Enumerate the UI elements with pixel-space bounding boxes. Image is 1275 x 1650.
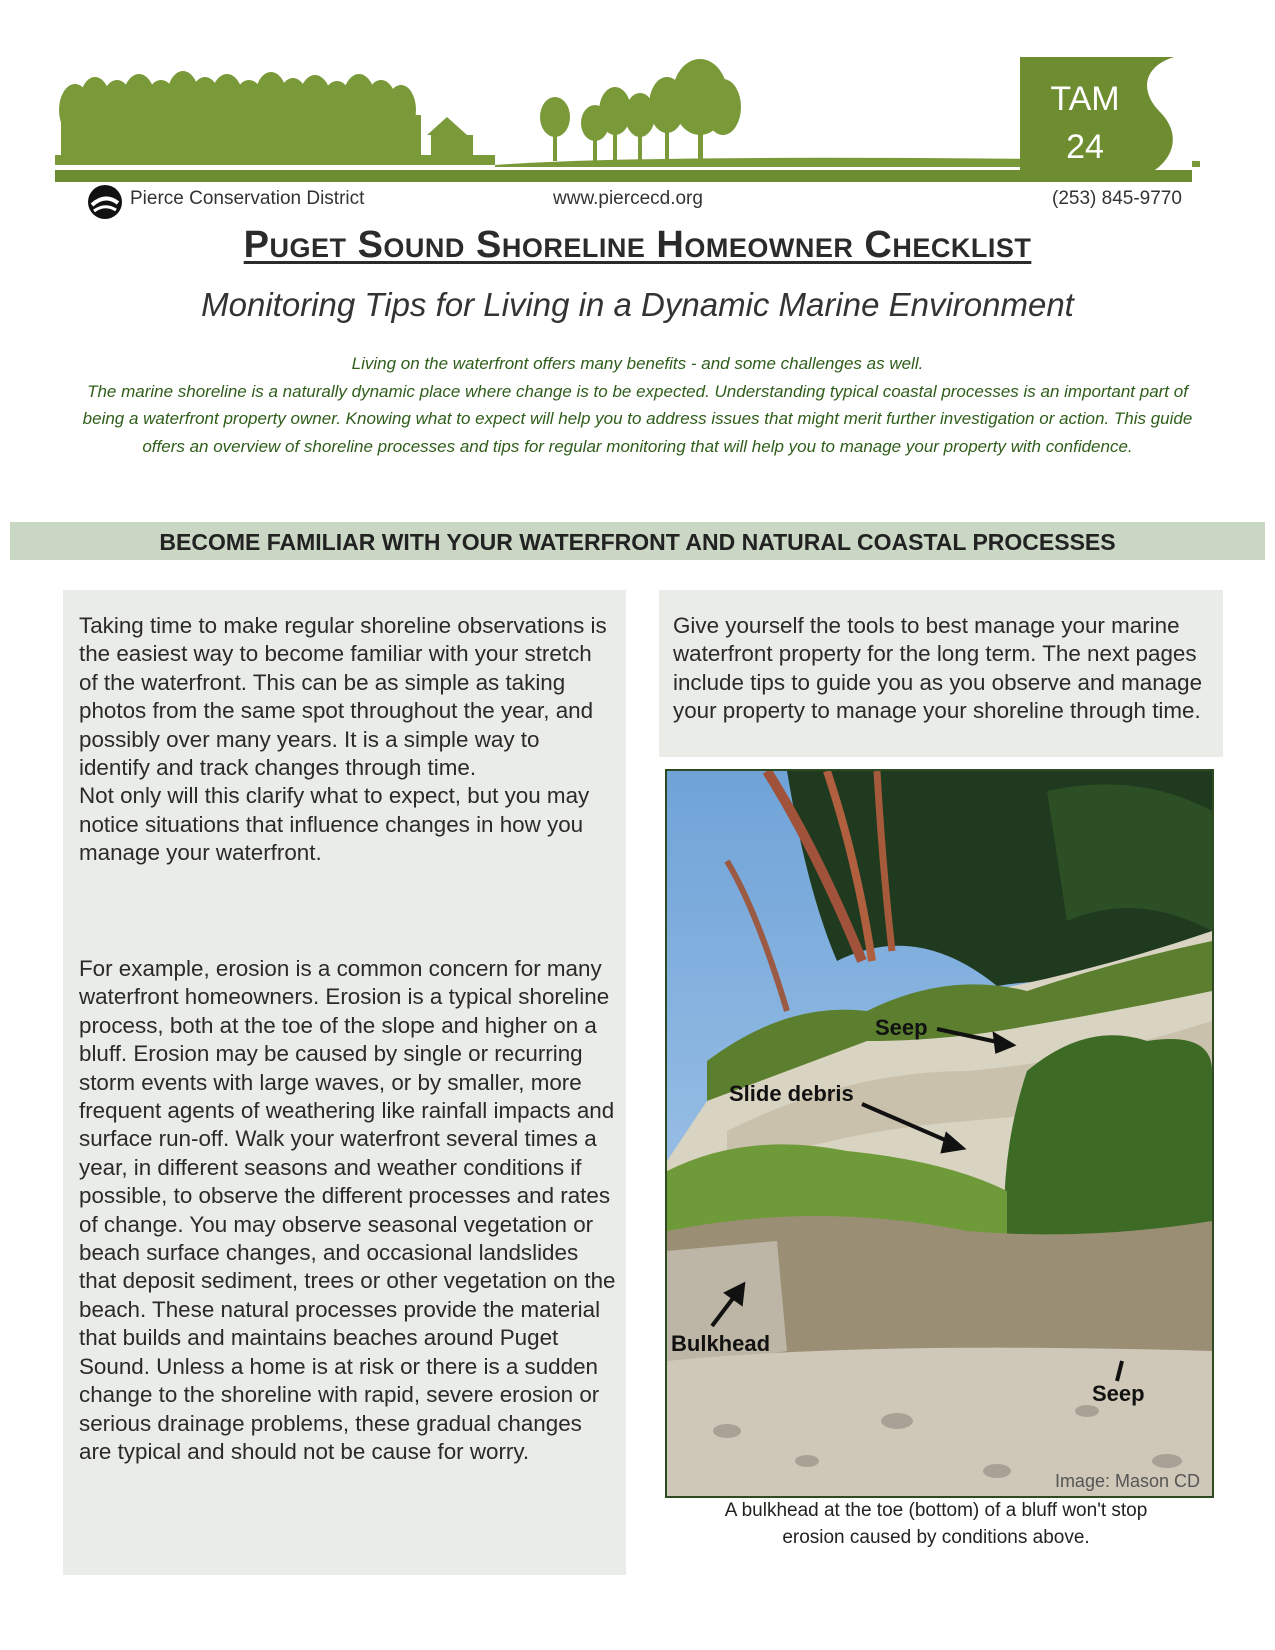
tam-label: TAM [1050, 80, 1120, 118]
tam-number: 24 [1066, 128, 1104, 166]
tam-badge [1020, 57, 1192, 172]
page-title: Puget Sound Shoreline Homeowner Checklist [243, 224, 1032, 266]
photo-caption [660, 1497, 1212, 1551]
photo-label-slide-debris: Slide debris [729, 1081, 854, 1106]
intro-line-2: The marine shoreline is a naturally dynamic place where change is to be expected. Understanding typical coastal processes is an important part of being a waterfront property owner. Knowing what to expect will help you to address issues that might merit further investigation or action. This guide offers an overview of shoreline processes and tips for regular monitoring that will help you to manage your property with confidence. [82, 381, 1193, 456]
photo-label-seep-bottom: Seep [1092, 1381, 1145, 1406]
photo-credit: Image: Mason CD [1054, 1471, 1200, 1491]
section-header [10, 522, 1265, 560]
phone-number: (253) 845-9770 [1052, 188, 1182, 209]
photo-label-seep-top: Seep [875, 1015, 928, 1040]
left-paragraph-1a: Taking time to make regular shoreline observations is the easiest way to become familiar with your stretch of the waterfront. This can be as simple as taking photos from the same spot throughout the year, and possibly over many years. It is a simple way to identify and track changes through time. [79, 613, 607, 781]
photo-caption-line-1: A bulkhead at the toe (bottom) of a bluff won't stop [724, 1500, 1148, 1521]
bluff-photo [665, 769, 1214, 1498]
pierce-cd-logo-icon [86, 183, 124, 221]
photo-caption-line-2: erosion caused by conditions above. [782, 1527, 1090, 1548]
left-paragraph-1b: Not only will this clarify what to expect, but you may notice situations that influence changes in how you manage your waterfront. [79, 783, 590, 866]
website-link[interactable]: www.piercecd.org [553, 188, 703, 209]
intro-line-1: Living on the waterfront offers many benefits - and some challenges as well. [351, 354, 924, 373]
left-paragraph-1 [79, 612, 614, 868]
header-rule [55, 170, 1192, 182]
organization-name: Pierce Conservation District [130, 188, 365, 209]
photo-label-bulkhead: Bulkhead [671, 1331, 771, 1356]
right-paragraph: Give yourself the tools to best manage your marine waterfront property for the long term. The next pages include tips to guide you as you observe and manage your property to manage your shoreline through time. [673, 613, 1203, 724]
left-paragraph-2: For example, erosion is a common concern for many waterfront homeowners. Erosion is a typical shoreline process, both at the toe of the slope and higher on a bluff. Erosion may be caused by single or recurring storm events with large waves, or by smaller, more frequent agents of weathering like rainfall impacts and surface run-off. Walk your waterfront several times a year, in different seasons and weather conditions if possible, to observe the different processes and rates of change. You may observe seasonal vegetation or beach surface changes, and occasional landslides that deposit sediment, trees or other vegetation on the beach. These natural processes provide the material that builds and maintains beaches around Puget Sound. Unless a home is at risk or there is a sudden change to the shoreline with rapid, severe erosion or serious drainage problems, these gradual changes are typical and should not be cause for worry. [79, 956, 616, 1464]
page-subtitle: Monitoring Tips for Living in a Dynamic Marine Environment [201, 286, 1074, 323]
intro-text [70, 350, 1205, 460]
section-title: BECOME FAMILIAR WITH YOUR WATERFRONT AND NATURAL COASTAL PROCESSES [159, 529, 1116, 555]
